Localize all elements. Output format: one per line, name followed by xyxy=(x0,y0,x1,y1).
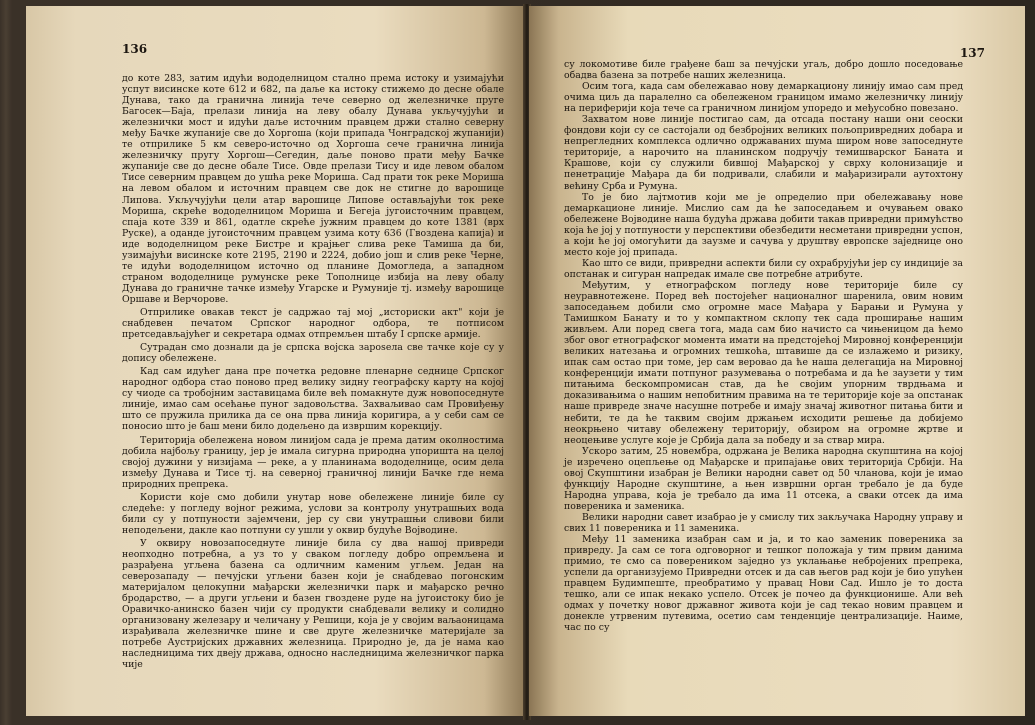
paragraph: Ускоро затим, 25 новембра, одржана је Велика народна скупштина на којој је изречено оцепљење од Мађарске и припајање ових територија Србији. На овој Скупштини изабран је Велики народни савет од 50 чланова, који је имао функцију Народне скупштине, а њен извршни орган требало је да буде Народна управа, која је требало да има 11 отсека, а сваки отсек да има повереника и заменика. xyxy=(564,445,963,512)
left-page-text xyxy=(122,73,504,670)
paragraph: Територија обележена новом линијом сада је према датим околностима добила најбољу границу, јер је имала сигурна природна упоришта на целој својој дужини у низијама — реке, а у планинама вододелнице, осим дела између Дунава и Тисе тј. на северној граничној линији Бачке где нема природних препрека. xyxy=(122,434,504,490)
left-page xyxy=(26,6,524,716)
paragraph: до коте 283, затим идући вододелницом стално према истоку и узимајући успут висинске коте 612 и 682, па даље ка истоку стижемо до десне обале Дунава, тако да гранична линија тече северно од железничке пруге Багосек—Баја, прелази линија на леву обалу Дунава укључујући и железнички мост и идући даље источним правцем држи стално северну међу Бачке жупаније све до Хоргоша (који припада Чонградској жупанији) те отприлике 5 км северо-источно од Хоргоша сече гранична линија железничку пругу Хоргош—Сегедин, даље поново прати међу Бачке жупаније све до десне обале Тисе. Овде прелази Тису и иде левом обалом Тисе северним правцем до ушћа реке Мориша. Сад прати ток реке Мориша на левом обалом и источним правцем све док не стигне до варошице Липова. Укључујући цели атар варошице Липове остављајући ток реке Мориша, скреће вододелницом Мориша и Бегеја југоисточним правцем, спаја коте 339 и 861, одатле скреће јужним правцем до коте 1381 (врх Руске), а оданде југоисточним правцем узима коту 636 (Гвоздена капија) и иде вододелницом реке Бистре и крајњег слива реке Тамиша да би, узимајући висинске коте 2195, 2190 и 2224, добио још и слив реке Черне, те идући вододелницом источно од планине Домогледа, а западном страном вододелнице румунске реке Тополнице избија на леву обалу Дунава до граничне тачке између Угарске и Румуније тј. између варошице Оршаве и Верчорове. xyxy=(122,73,504,305)
left-page-number: 136 xyxy=(122,42,148,56)
paragraph: Као што се види, привредни аспекти били су охрабрујући јер су индиције за опстанак и сигуран напредак имале све потребне атрибуте. xyxy=(564,257,963,280)
paragraph: Кад сам идућег дана пре почетка редовне пленарне седнице Српског народног одбора стао поново пред велику зидну географску карту на којој су чиоде са тробојним заставицама биле већ помакнуте дуж новопоседнуте линије, имао сам осећање пуног задовољства. Захваљивао сам Провиђењу што се пружила прилика да се она прва линија коригира, а у себи сам се поносио што је баш мени било додељено да извршим корекцију. xyxy=(122,366,504,433)
paragraph: То је био лајтмотив који ме је определио при обележавању нове демаркационе линије. Мислио сам да ће запоседањем и очувањем овако обележене Војводине наша будућа држава добити такав привредни примућство која ће јој у потпуности у перспективи обезбедити несметани привредни успон, а који ће јој омогућити да заузме и сачува у друштву европске заједнице оно место које јој припада. xyxy=(564,191,963,258)
paragraph: Отприлике овакав текст је садржао тај мој „историски акт" који је снабдевен печатом Српског народног одбора, те потписом претседављајућег и секретара одмах отпремљен штабу I српске армије. xyxy=(122,306,504,341)
paragraph: Међу 11 заменика изабран сам и ја, и то као заменик повереника за привреду. Ја сам се тога одговорног и тешког положаја у тим првим данима примио, те смо са повереником заједно уз уклањање небројених препрека, успели да организујемо Привредни отсек и да сав његов рад који је био упућен правцем Будимпеште, преобратимо у правац Нови Сад. Ишло је то доста тешко, али се ипак некако успело. Отсек је почео да функционише. Али већ одмах у почетку новог државног живота који је сад текао новим правцем и донекле утрвеним путевима, осетио сам тенденције централизације. Наиме, час по су xyxy=(564,534,963,634)
right-page xyxy=(529,6,1025,716)
paragraph: Осим тога, када сам обележавао нову демаркациону линију имао сам пред очима циљ да паралелно са обележеном границом имамо железничку линију на периферији која тече са граничном линијом упоредо и међусобно повезано. xyxy=(564,81,963,115)
paragraph: Међутим, у етнографском погледу нове територије биле су неуравнотежене. Поред већ постојећег националног шаренила, овим новим запоседањем добили смо огромне масе Мађара у Барањи и Румуна у Тамишком Банату и то у компактном склопу тек сада проширање нашим живљем. Али поред свега тога, мада сам био начисто са чињеницом да ћемо због овог етнографског момента имати на предстојећој Мировној конференцији великих натезања и огромних тешкоћа, штавише да се излажемо и ризику, ипак сам остао при томе, јер сам веровао да ће наша делегација на Мировној конференцији имати потпуног разумевања о потребама и да ће заузети у тим питањима бескомпромисан став, да ће својим упорним тврдњама и доказивањима о нашим непобитним правима на те територије које за опстанак наше привреде значе насушне потребе и имају значај животног питања бити и небити, те да ће таквим својим држањем исходити решење да добијемо неокрњено читаву обележену територију, обзиром на огромне жртве и неоцењиве услуге које је Србија дала за победу и за ствар мира. xyxy=(564,279,963,446)
paragraph: Сутрадан смо дознали да је српска војска заposела све тачке које су у допису обележене. xyxy=(122,342,504,365)
paragraph: Велики народни савет изабрао је у смислу тих закључака Народну управу и свих 11 повереника и 11 заменика. xyxy=(564,511,963,534)
paragraph: Захватом нове линије постигао сам, да отсада постану наши они сеоски фондови који су се састојали од безбројних великих пољопривредних добара и непрегледних комплекса одлично одржаваних шума широм нове запоседнуте територије, а нарочито на планинском подручју темишварског Баната и Крашове, који су служили бившој Мађарској у сврху колонизације и пенетрације Мађара да би подривали, слабили и мађаризирали аутохтону већину Срба и Румуна. xyxy=(564,114,963,192)
right-page-number: 137 xyxy=(959,46,985,60)
paragraph: У оквиру новозапоседнуте линије била су два нашој привреди неопходно потребна, а уз то у сваком погледу добро опремљена и разрађена угљена базена са одличним каменим угљем. Један на северозападу — печујски угљени базен који је снабдевао погонским материјалом целокупни мађарски железнички парк и мађарско речно бродарство, — а други угљени и базен гвоздене руде на југоистоку био је Оравичко-анинско базен чији су продукти снабдевали велику и солидно организовану железару и челичану у Решици, која је у својим ваљаоницама израђивала железничке шине и све друге железничке материјале за потребе Аустријских државних железница. Природно је, да је нама као наследницима тих двеју држава, односно наследницима железничког парка чије xyxy=(122,537,504,671)
paragraph: су локомотиве биле грађене баш за печујски угаљ, добро дошло поседовање обадва базена за потребе наших железница. xyxy=(564,59,963,82)
right-page-text xyxy=(564,59,963,633)
paragraph: Користи које смо добили унутар нове обележене линије биле су следеће: у погледу војног режима, услови за контролу унутрашњих вода били су у потпуности зајемчени, јер су сви унутрашњи сливови били неподељени, дакле као потпуни су ушли у оквир будуће Војводине. xyxy=(122,491,504,536)
